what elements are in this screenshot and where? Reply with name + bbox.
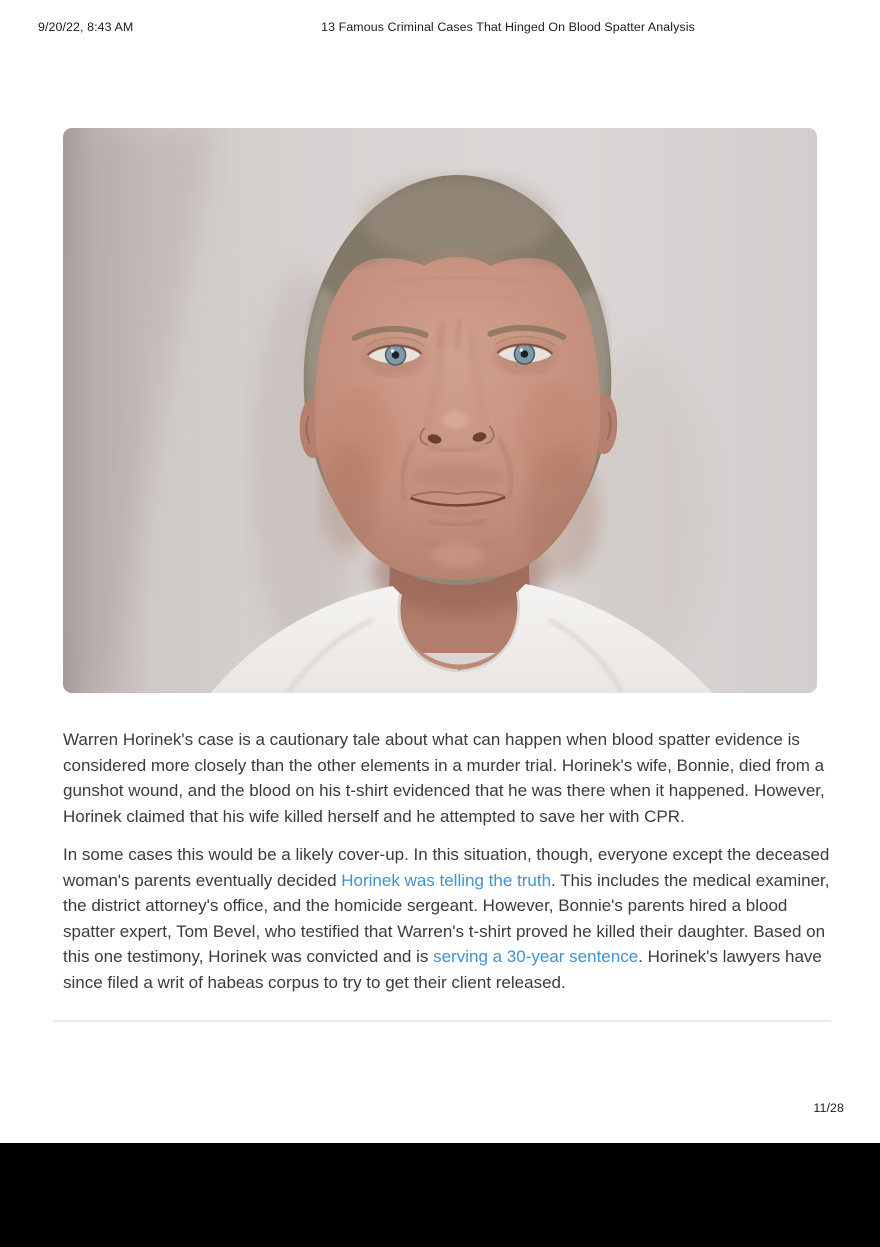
paragraph-text: In some cases this would be a likely cover-up. In this situation, though, everyone except the deceased woman's parents eventually decided <box>63 845 830 890</box>
inline-link[interactable]: Horinek was telling the truth <box>341 870 552 890</box>
article-body <box>63 727 833 1008</box>
print-footer-page-indicator: 11/28 <box>813 1101 844 1115</box>
article-paragraph-1 <box>63 727 833 829</box>
bottom-black-band <box>0 1143 880 1247</box>
print-header-document-title: 13 Famous Criminal Cases That Hinged On Blood Spatter Analysis <box>321 20 695 34</box>
section-divider <box>53 1020 831 1022</box>
paragraph-text: Warren Horinek's case is a cautionary tale about what can happen when blood spatter evidence is considered more closely than the other elements in a murder trial. Horinek's wife, Bonnie, died from a gunshot wound, and the blood on his t-shirt evidenced that he was there when it happened. However, Horinek claimed that his wife killed herself and he attempted to save her with CPR. <box>63 730 825 826</box>
article-paragraph-2 <box>63 842 833 995</box>
inline-link[interactable]: serving a 30-year sentence <box>433 947 639 966</box>
print-header-datetime: 9/20/22, 8:43 AM <box>38 20 134 34</box>
paragraph-text: . Horinek's lawyers have since filed a writ of habeas corpus to try to get their client released. <box>63 947 822 992</box>
portrait-illustration <box>63 128 817 693</box>
article-photo-warren-horinek <box>63 128 817 693</box>
paragraph-text: . This includes the medical examiner, the district attorney's office, and the homicide sergeant. However, Bonnie's parents hired a blood spatter expert, Tom Bevel, who testified that Warren's t-shirt proved he killed their daughter. Based on this one testimony, Horinek was convicted and is <box>63 870 830 966</box>
